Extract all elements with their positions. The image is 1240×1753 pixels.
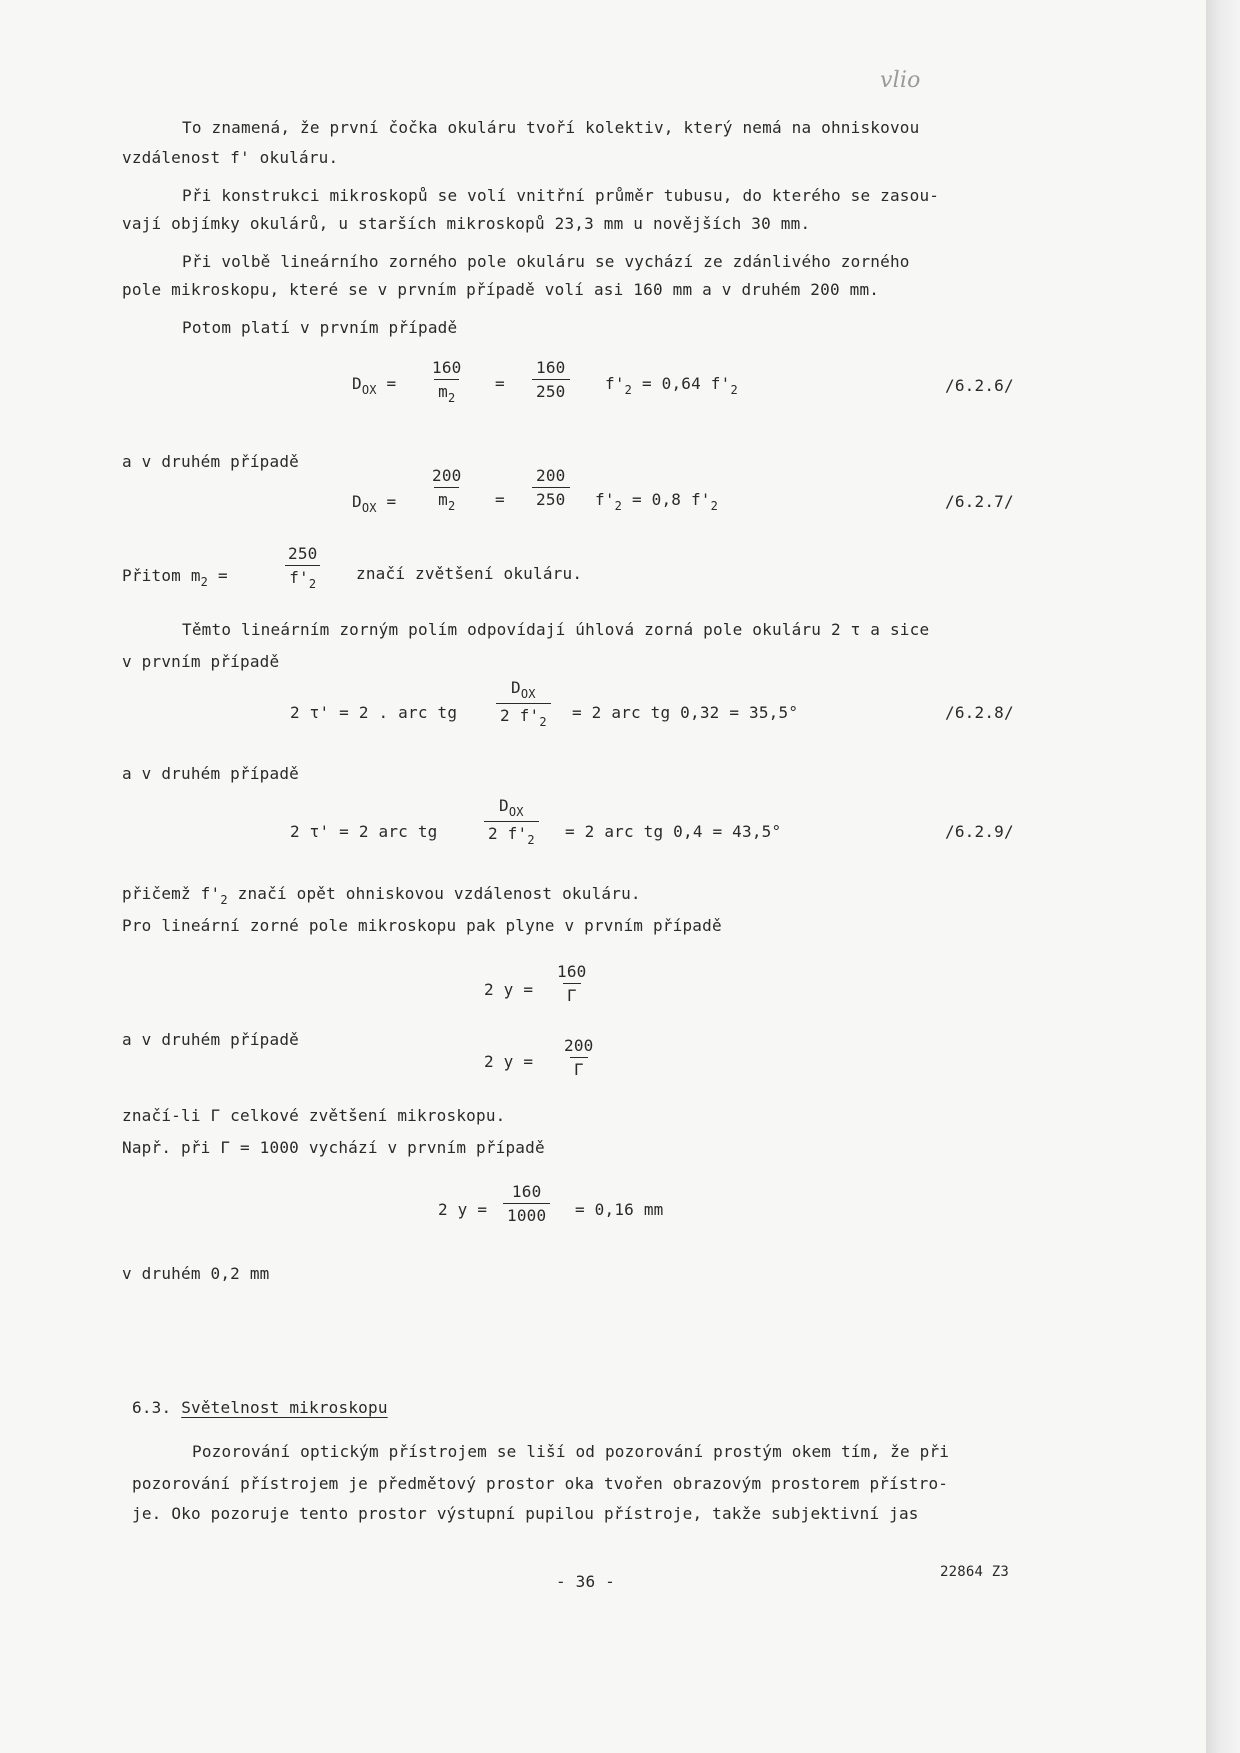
section-number: 6.3.: [132, 1398, 172, 1417]
eq-lhs: 2 y =: [484, 1052, 534, 1071]
paragraph-line: Např. při Γ = 1000 vychází v prvním případě: [122, 1138, 545, 1157]
paragraph-line: Pro lineární zorné pole mikroskopu pak plyne v prvním případě: [122, 916, 722, 935]
equation-number: /6.2.6/: [945, 376, 1014, 395]
paragraph-line: a v druhém případě: [122, 1030, 299, 1049]
paragraph-line: pole mikroskopu, které se v prvním případě volí asi 160 mm a v druhém 200 mm.: [122, 280, 880, 299]
fraction: $D_{OX}$ 2 $f'_2$: [484, 796, 539, 847]
paragraph-line: značí-li Γ celkové zvětšení mikroskopu.: [122, 1106, 506, 1125]
page-number: - 36 -: [556, 1572, 615, 1591]
equation-number: /6.2.7/: [945, 492, 1014, 511]
eq-lhs: 2 y =: [438, 1200, 488, 1219]
eq-text: značí zvětšení okuláru.: [356, 564, 583, 583]
fraction: $\frac{200}{\Gamma}$: [564, 1036, 594, 1079]
eq-rhs: = 2 arc tg 0,4 = 43,5°: [565, 822, 782, 841]
section-title: Světelnost mikroskopu: [181, 1398, 388, 1417]
fraction: $\frac{160}{1000}$: [503, 1182, 550, 1225]
paragraph-line: a v druhém případě: [122, 452, 299, 471]
eq-lhs: Přitom $m_2$ =: [122, 566, 228, 589]
eq-lhs: 2 y =: [484, 980, 534, 999]
paragraph-line: vají objímky okulárů, u starších mikroskopů 23,3 mm u novějších 30 mm.: [122, 214, 811, 233]
section-heading: [132, 1398, 388, 1417]
paragraph-line: je. Oko pozoruje tento prostor výstupní pupilou přístroje, takže subjektivní jas: [132, 1504, 919, 1523]
paragraph-line: To znamená, že první čočka okuláru tvoří kolektiv, který nemá na ohniskovou: [182, 118, 920, 137]
fraction: $\frac{160}{\Gamma}$: [557, 962, 587, 1005]
eq-sign: =: [495, 374, 505, 393]
eq-rhs: = 0,16 mm: [575, 1200, 664, 1219]
margin-note: vlio: [880, 68, 921, 93]
paragraph-line: přičemž $f'_2$ značí opět ohniskovou vzdálenost okuláru.: [122, 884, 641, 907]
eq-rhs: = 2 arc tg 0,32 = 35,5°: [572, 703, 799, 722]
paragraph-line: v druhém 0,2 mm: [122, 1264, 270, 1283]
eq-rhs: $f'_2 = 0,8$ $f'_2$: [595, 490, 719, 513]
fraction: $\frac{200}{m_2}$: [432, 466, 462, 513]
equation-number: /6.2.9/: [945, 822, 1014, 841]
fraction: $D_{OX}$ 2 $f'_2$: [496, 678, 551, 729]
paragraph-line: a v druhém případě: [122, 764, 299, 783]
eq-lhs: $D_{OX}$ =: [352, 374, 397, 397]
fraction: $\frac{160}{250}$: [532, 358, 570, 401]
eq-lhs: 2 τ' = 2 . arc tg: [290, 703, 458, 722]
fraction: $\frac{250}{f'_2}$: [284, 544, 322, 591]
eq-lhs: $D_{OX}$ =: [352, 492, 397, 515]
page-edge-shadow: [1206, 0, 1240, 1753]
paragraph-line: Při volbě lineárního zorného pole okuláru se vychází ze zdánlivého zorného: [182, 252, 910, 271]
fraction: $\frac{200}{250}$: [532, 466, 570, 509]
paragraph-line: Těmto lineárním zorným polím odpovídají úhlová zorná pole okuláru 2 τ a sice: [182, 620, 930, 639]
paragraph-line: Při konstrukci mikroskopů se volí vnitřní průměr tubusu, do kterého se zasou-: [182, 186, 940, 205]
paragraph-line: pozorování přístrojem je předmětový prostor oka tvořen obrazovým prostorem přístro-: [132, 1474, 949, 1493]
document-code: 22864 Z3: [940, 1564, 1010, 1580]
equation-number: /6.2.8/: [945, 703, 1014, 722]
paragraph-line: vzdálenost f' okuláru.: [122, 148, 339, 167]
paragraph-line: v prvním případě: [122, 652, 280, 671]
eq-lhs: 2 τ' = 2 arc tg: [290, 822, 438, 841]
paragraph-line: Potom platí v prvním případě: [182, 318, 458, 337]
paragraph-line: Pozorování optickým přístrojem se liší od pozorování prostým okem tím, že při: [192, 1442, 950, 1461]
eq-sign: =: [495, 490, 505, 509]
fraction: $\frac{160}{m_2}$: [432, 358, 462, 405]
eq-rhs: $f'_2 = 0,64$ $f'_2$: [605, 374, 738, 397]
